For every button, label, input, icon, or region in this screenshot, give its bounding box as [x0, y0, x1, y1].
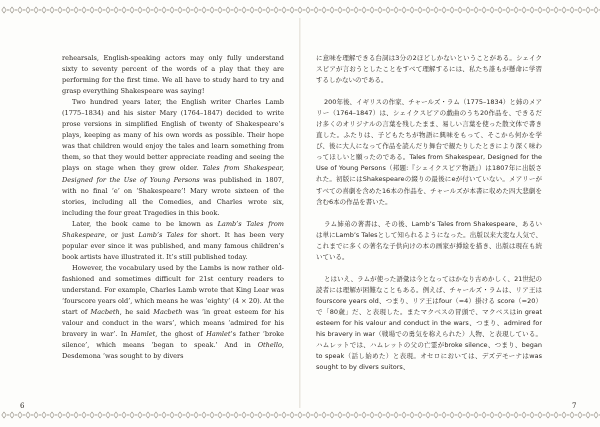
right-paragraph-2: 200年後、イギリスの作家、チャールズ・ラム（1775–1834）と姉のメアリー（1764–1847）は、シェイクスピアの戯曲のうち20作品を、できるだけ多くのオリジナルの言葉を残したまま、易しい言葉を使った散文体で書き直した。ふたりは、子どもたちが物語に興味をもって、そこから何かを学び、後に大人になって作品を読んだり舞台で観たりしたときにより深く味わってほしいと願ったのである。Tales from Shakespear, Designed for the Use of Young Persons（邦題:『シェイクスピア物語』）は1807年に出版された。初版にはShakespeareの綴りの最後にeが付いていない。メアリーがすべての喜劇を含めた16本の作品を、チャールズが本書に収めた四大悲劇を含む6本の作品を書いた。: [316, 98, 542, 206]
right-paragraph-3: ラム姉弟の著書は、その後、Lamb’s Tales from Shakespeare、あるいは単にLamb’s Talesとして知られるようになった。出版以来大変な人気で、これまでに多くの著名な子供向けの本の画家が挿絵を描き、出版は現在も続いている。: [316, 219, 542, 261]
page-number-left: 6: [20, 402, 25, 410]
decorative-border-bottom: [0, 408, 600, 422]
right-paragraph-1: に意味を理解できる台詞は3分の2ほどしかないということがある。シェイクスピアが言おうとしたことをすべて理解するには、私たち誰もが懸命に学習するしかないのである。: [316, 54, 542, 85]
right-paragraph-4: とはいえ、ラムが使った語彙は今となってはかなり古めかしく、21世紀の読者には理解が困難なこともある。例えば、チャールズ・ラムは、リア王はfourscore years old、つまり、リア王はfour（=4）掛ける score（=20）で「80歳」だ、と表現した。またマクベスの冒頭で、マクベスはin great esteem for his valour and conduct in the wars、つまり、admired for his bravery in war（戦場での勇気を称えられた）人物、と表現している。ハムレットでは、ハムレットの父の亡霊がbroke silence、つまり、began to speak（話し始めた）と表現。オセロにおいては、デズデモーナはwas sought to by divers suitors、: [316, 274, 542, 372]
left-paragraph-3: Later, the book came to be known as Lamb’s Tales from Shakespeare, or just Lamb’s Tales for short. It has been very popular ever since it was published, and many famous children’s book artists have illustrated it. It’s still published today.: [62, 219, 284, 261]
left-paragraph-4: However, the vocabulary used by the Lambs is now rather old-fashioned and sometimes difficult for 21st century readers to understand. For example, Charles Lamb wrote that King Lear was ‘fourscore years old’, which means he was ‘eighty’ (4 × 20). At the start of Macbeth, he said Macbeth was ‘in great esteem for his valour and conduct in the wars’, which means ‘admired for his bravery in war’. In Hamlet, the ghost of Hamlet’s father ‘broke silence’, which means ‘began to speak.’ And in Othello, Desdemona ‘was sought to by divers: [62, 263, 284, 361]
left-paragraph-2: Two hundred years later, the English writer Charles Lamb (1775–1834) and his sister Mary (1764–1847) decided to write prose versions in simplified English of twenty of Shakespeare’s plays, keeping as many of his own words as possible. Their hope was that children would enjoy the tales and learn something from them, so that they would better appreciate reading and seeing the plays on stage when they grew older. Tales from Shakespear, Designed for the Use of Young Persons was published in 1807, with no final ‘e’ on ‘Shakespeare’! Mary wrote sixteen of the stories, including all the Comedies, and Charles wrote six, including the four great Tragedies in this book.: [62, 98, 284, 217]
decorative-border-top: [0, 3, 600, 17]
left-page-text: [62, 53, 284, 362]
page-number-right: 7: [572, 402, 577, 410]
book-gutter: [299, 18, 301, 408]
right-page-text: [316, 53, 542, 373]
left-paragraph-1: rehearsals, English-speaking actors may only fully understand sixty to seventy percent of the words of a play that they are performing for the first time. We all have to study hard to try and grasp everything Shakespeare was saying!: [62, 54, 284, 96]
